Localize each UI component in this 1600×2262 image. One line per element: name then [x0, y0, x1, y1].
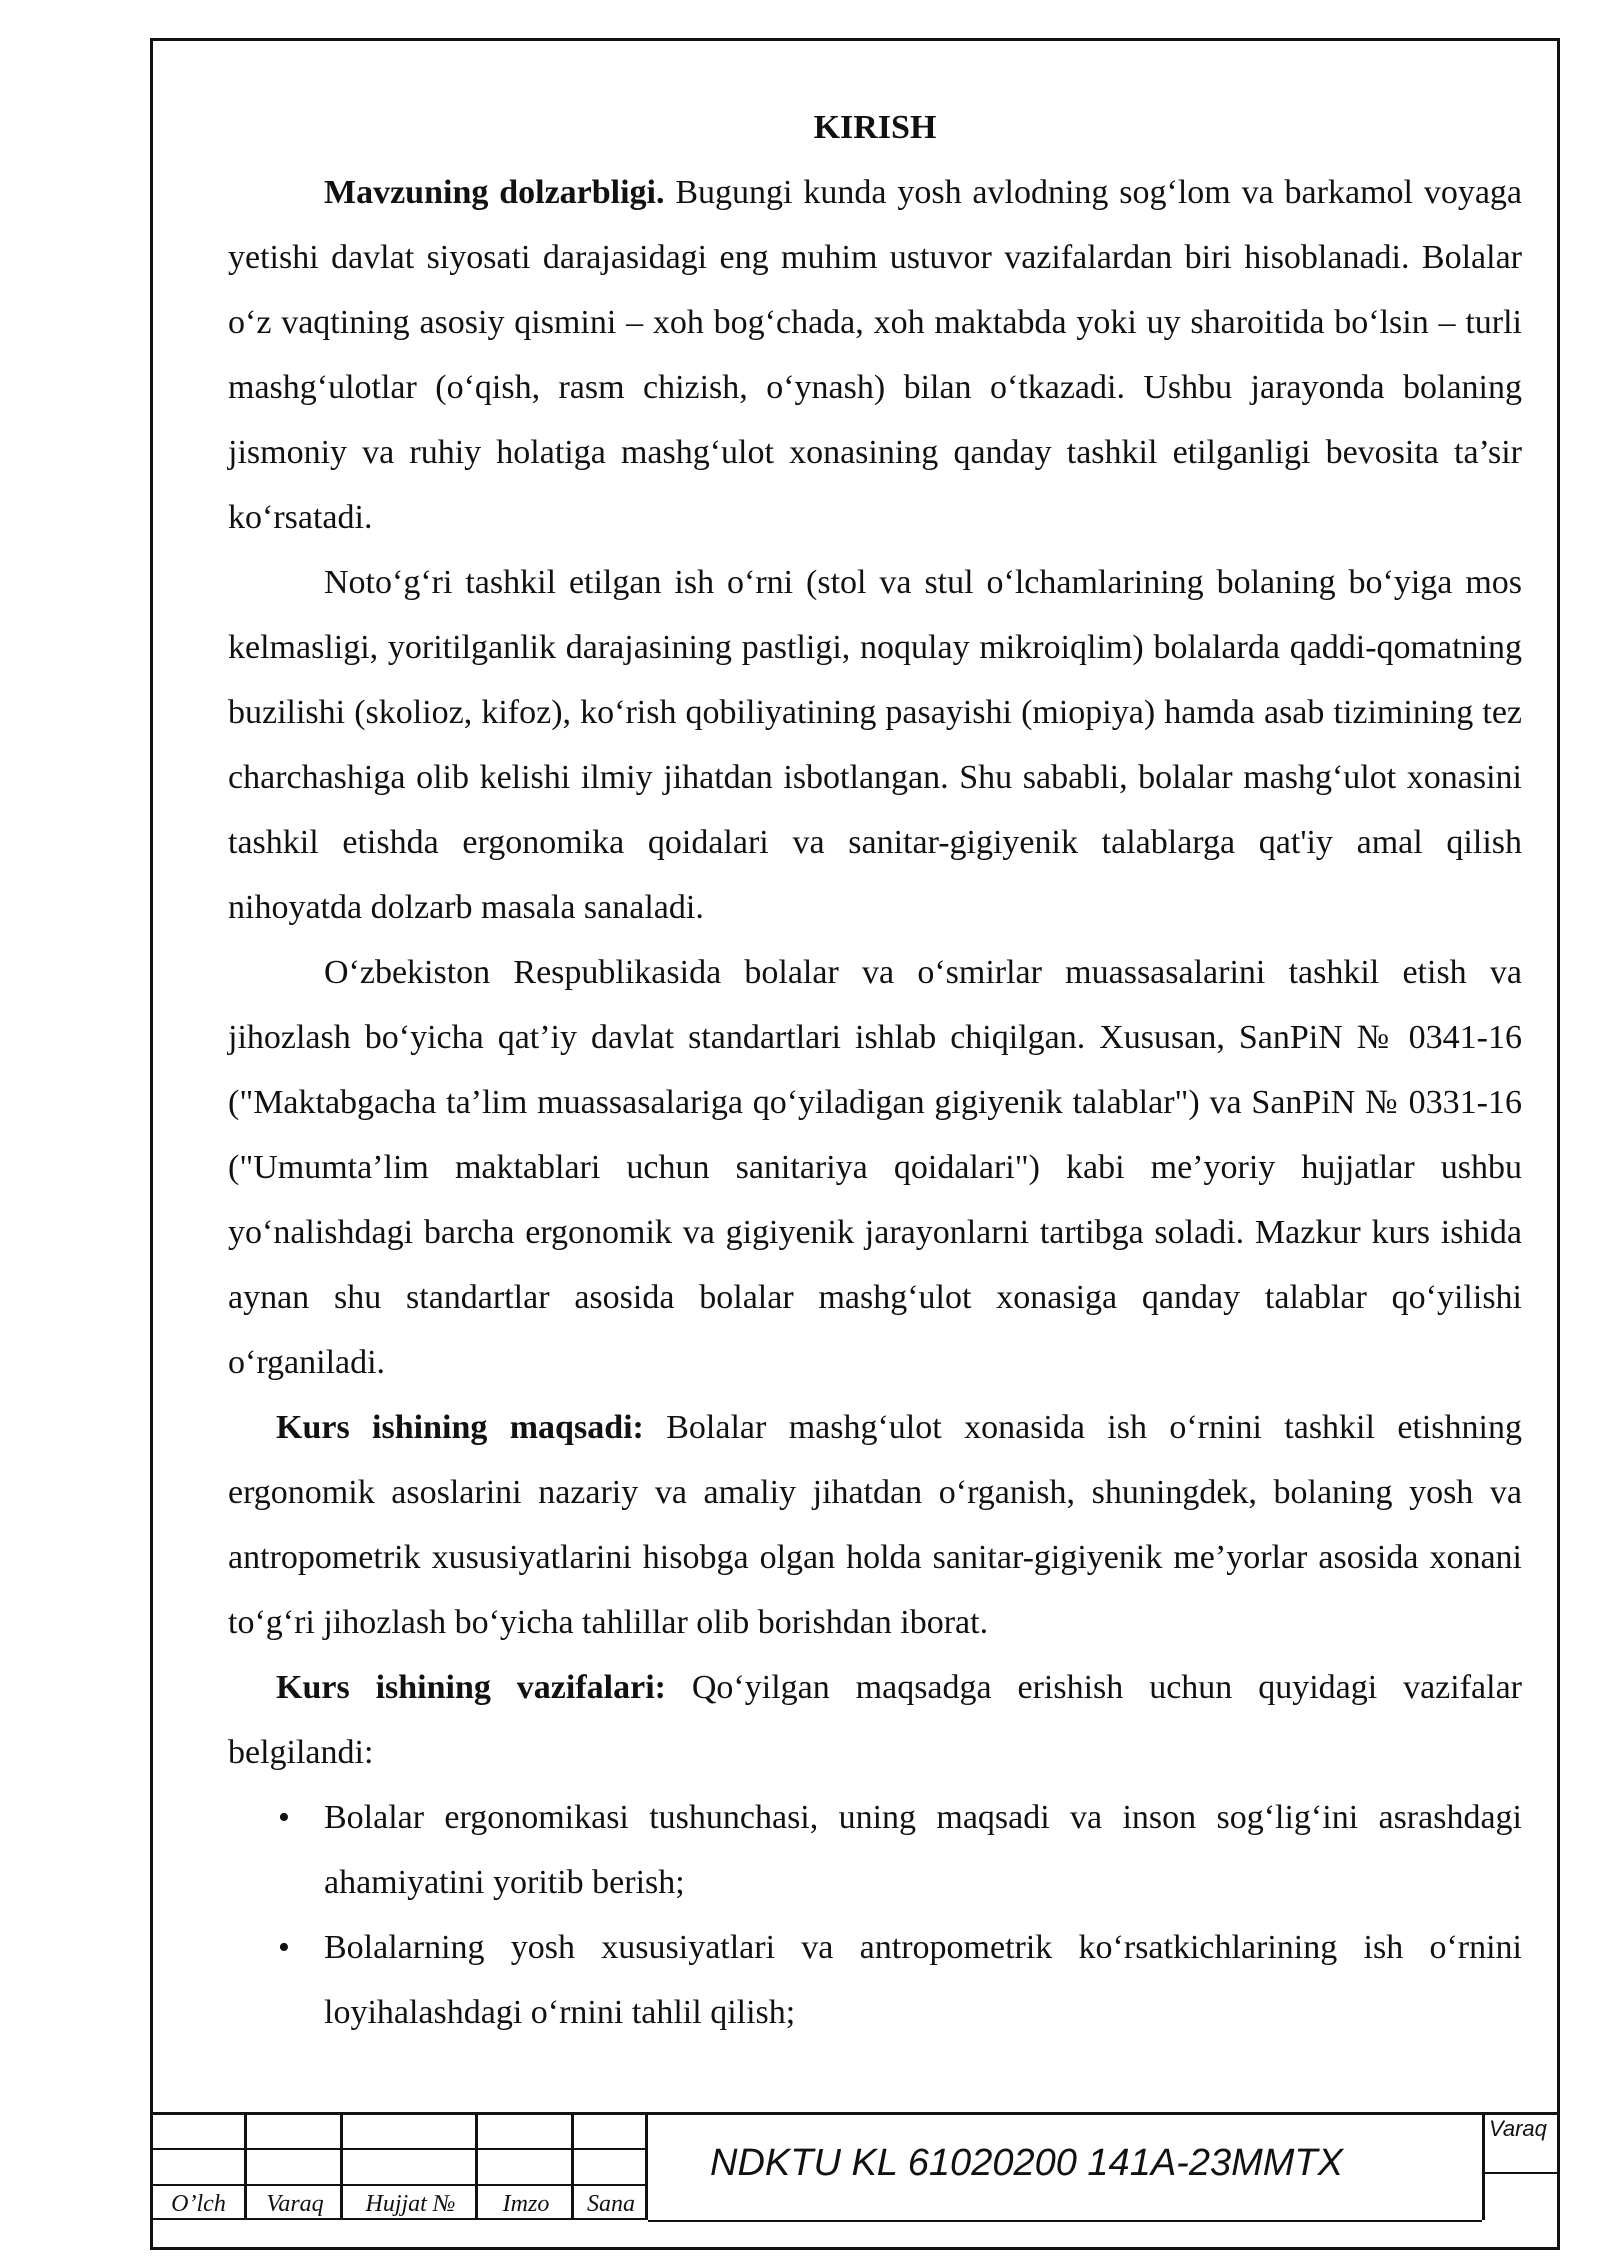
goal-heading: Kurs ishining maqsadi:: [276, 1409, 644, 1446]
stamp-label-imzo: Imzo: [502, 2191, 550, 2217]
document-code: NDKTU KL 61020200 141A-23MMTX: [710, 2142, 1343, 2184]
paragraph-problems: Noto‘g‘ri tashkil etilgan ish o‘rni (stol va stul o‘lchamlarining bolaning bo‘yiga mos kelmasligi, yoritilganlik darajasining pastligi, noqulay mikroiqlim) bolalarda qaddi-qomatning buzilishi (skolioz, kifoz), ko‘rish qobiliyatining pasayishi (miopiya) hamda asab tizimining tez charchashiga olib kelishi ilmiy jihatdan isbotlangan. Shu sababli, bolalar mashg‘ulot xonasini tashkil etishda ergonomika qoidalari va sanitar-gigiyenik talablarga qat'iy amal qilish nihoyatda dolzarb masala sanaladi.: [228, 564, 1522, 926]
tasks-heading: Kurs ishining vazifalari:: [276, 1669, 666, 1706]
list-item-text: Bolalar ergonomikasi tushunchasi, uning maqsadi va inson sog‘lig‘ini asrashdagi ahamiyatini yoritib berish;: [324, 1799, 1522, 1901]
task-list: [228, 1785, 1522, 2045]
stamp-label-olch: O’lch: [171, 2191, 226, 2217]
stamp-bottom-line: [648, 2220, 1482, 2222]
stamp-label-sana: Sana: [587, 2191, 635, 2217]
sheet-box-divider: [1485, 2172, 1560, 2174]
stamp-label-hujjat: Hujjat №: [365, 2191, 456, 2217]
sheet-label: Varaq: [1489, 2116, 1547, 2141]
list-item-text: Bolalarning yosh xususiyatlari va antropometrik ko‘rsatkichlarining ish o‘rnini loyihalashdagi o‘rnini tahlil qilish;: [324, 1929, 1522, 2031]
list-item: [228, 1785, 1522, 1915]
paragraph-tasks: [228, 1655, 1522, 1785]
relevance-text: Bugungi kunda yosh avlodning sog‘lom va barkamol voyaga yetishi davlat siyosati darajasidagi eng muhim ustuvor vazifalardan biri hisoblanadi. Bolalar o‘z vaqtining asosiy qismini – xoh bog‘chada, xoh maktabda yoki uy sharoitida bo‘lsin – turli mashg‘ulotlar (o‘qish, rasm chizish, o‘ynash) bilan o‘tkazadi. Ushbu jarayonda bolaning jismoniy va ruhiy holatiga mashg‘ulot xonasining qanday tashkil etilganligi bevosita ta’sir ko‘rsatadi.: [228, 174, 1523, 536]
goal-text: Bolalar mashg‘ulot xonasida ish o‘rnini tashkil etishning ergonomik asoslarini nazariy va amaliy jihatdan o‘rganish, shuningdek, bolaning yosh va antropometrik xususiyatlarini hisobga olgan holda sanitar-gigiyenik me’yorlar asosida xonani to‘g‘ri jihozlash bo‘yicha tahlillar olib borishdan iborat.: [228, 1409, 1522, 1641]
title-block-stamp: [150, 2112, 1560, 2250]
stamp-grid: [150, 2112, 648, 2220]
tasks-text: Qo‘yilgan maqsadga erishish uchun quyidagi vazifalar belgilandi:: [228, 1669, 1522, 1771]
page-title: KIRISH: [813, 109, 937, 146]
paragraph-goal: [228, 1395, 1522, 1655]
paragraph-standards: O‘zbekiston Respublikasida bolalar va o‘smirlar muassasalarini tashkil etish va jihozlash bo‘yicha qat’iy davlat standartlari ishlab chiqilgan. Xususan, SanPiN № 0341-16 ("Maktabgacha ta’lim muassasalariga qo‘yiladigan gigiyenik talablar") va SanPiN № 0331-16 ("Umumta’lim maktablari uchun sanitariya qoidalari") kabi me’yoriy hujjatlar ushbu yo‘nalishdagi barcha ergonomik va gigiyenik jarayonlarni tartibga soladi. Mazkur kurs ishida aynan shu standartlar asosida bolalar mashg‘ulot xonasiga qanday talablar qo‘yilishi o‘rganiladi.: [228, 954, 1522, 1381]
bullet-icon: •: [278, 1799, 290, 1836]
sheet-number-box: [1482, 2112, 1560, 2220]
stamp-label-varaq: Varaq: [266, 2191, 324, 2217]
list-item: [228, 1915, 1522, 2045]
paragraph-relevance: [228, 160, 1522, 550]
bullet-icon: •: [278, 1929, 290, 1966]
relevance-heading: Mavzuning dolzarbligi.: [324, 174, 665, 211]
document-body: [228, 96, 1522, 2045]
